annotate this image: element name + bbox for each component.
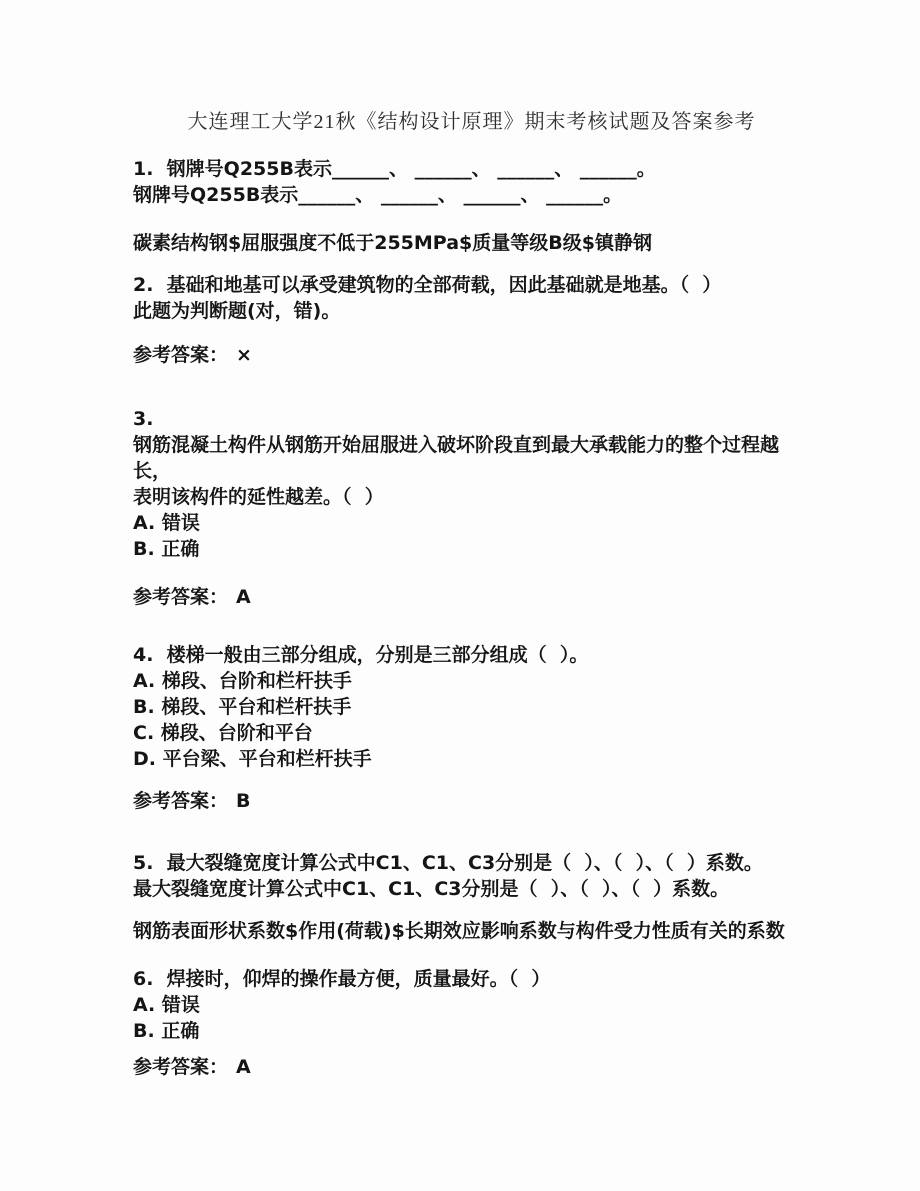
question-4-stem: 4. 楼梯一般由三部分组成，分别是三部分组成（ ）。 xyxy=(133,644,589,666)
answer-label: 参考答案： xyxy=(133,1056,229,1078)
question-4-answer-line xyxy=(133,788,810,814)
question-6-option-b: B. 正确 xyxy=(133,1020,200,1042)
question-6-stem: 6. 焊接时，仰焊的操作最方便，质量最好。（ ） xyxy=(133,968,551,990)
answer-value: B xyxy=(236,790,251,812)
question-4-option-d: D. 平台梁、平台和栏杆扶手 xyxy=(133,748,372,770)
question-6-option-a: A. 错误 xyxy=(133,994,200,1016)
answer-label: 参考答案： xyxy=(133,586,229,608)
question-5-stem: 5. 最大裂缝宽度计算公式中C1、C1、C3分别是（ ）、（ ）、（ ）系数。 xyxy=(133,852,763,874)
question-4-option-a: A. 梯段、台阶和栏杆扶手 xyxy=(133,670,352,692)
question-2-answer-line xyxy=(133,342,810,368)
answer-value: A xyxy=(236,1056,251,1078)
question-1-answer: 碳素结构钢$屈服强度不低于255MPa$质量等级B级$镇静钢 xyxy=(133,232,652,254)
question-3 xyxy=(133,406,810,610)
question-3-stem-line-2: 表明该构件的延性越差。（ ） xyxy=(133,486,384,508)
question-2 xyxy=(133,272,810,368)
answer-label: 参考答案： xyxy=(133,344,229,366)
question-5-answer: 钢筋表面形状系数$作用(荷载)$长期效应影响系数与构件受力性质有关的系数 xyxy=(133,920,785,942)
question-1-stem: 1. 钢牌号Q255B表示______、 ______、 ______、 ______。 xyxy=(133,158,656,180)
answer-label: 参考答案： xyxy=(133,790,229,812)
question-3-stem-line-1: 钢筋混凝土构件从钢筋开始屈服进入破坏阶段直到最大承载能力的整个过程越长， xyxy=(133,434,780,482)
question-1-stem-repeat: 钢牌号Q255B表示______、 ______、 ______、 ______。 xyxy=(133,184,623,206)
question-3-answer-line xyxy=(133,584,810,610)
question-6 xyxy=(133,966,810,1080)
question-3-option-a: A. 错误 xyxy=(133,512,200,534)
answer-value: A xyxy=(236,586,251,608)
question-4 xyxy=(133,642,810,814)
question-5-stem-repeat: 最大裂缝宽度计算公式中C1、C1、C3分别是（ ）、（ ）、（ ）系数。 xyxy=(133,878,730,900)
question-2-note: 此题为判断题(对，错)。 xyxy=(133,300,341,322)
question-3-option-b: B. 正确 xyxy=(133,538,200,560)
question-6-answer-line xyxy=(133,1054,810,1080)
question-5 xyxy=(133,850,810,944)
question-4-option-c: C. 梯段、台阶和平台 xyxy=(133,722,313,744)
question-3-number: 3. xyxy=(133,408,154,430)
question-1 xyxy=(133,156,810,256)
document-title: 大连理工大学21秋《结构设计原理》期末考核试题及答案参考 xyxy=(187,111,756,133)
question-4-option-b: B. 梯段、平台和栏杆扶手 xyxy=(133,696,352,718)
question-2-stem: 2. 基础和地基可以承受建筑物的全部荷载，因此基础就是地基。（ ） xyxy=(133,274,722,296)
answer-value: × xyxy=(236,344,252,366)
